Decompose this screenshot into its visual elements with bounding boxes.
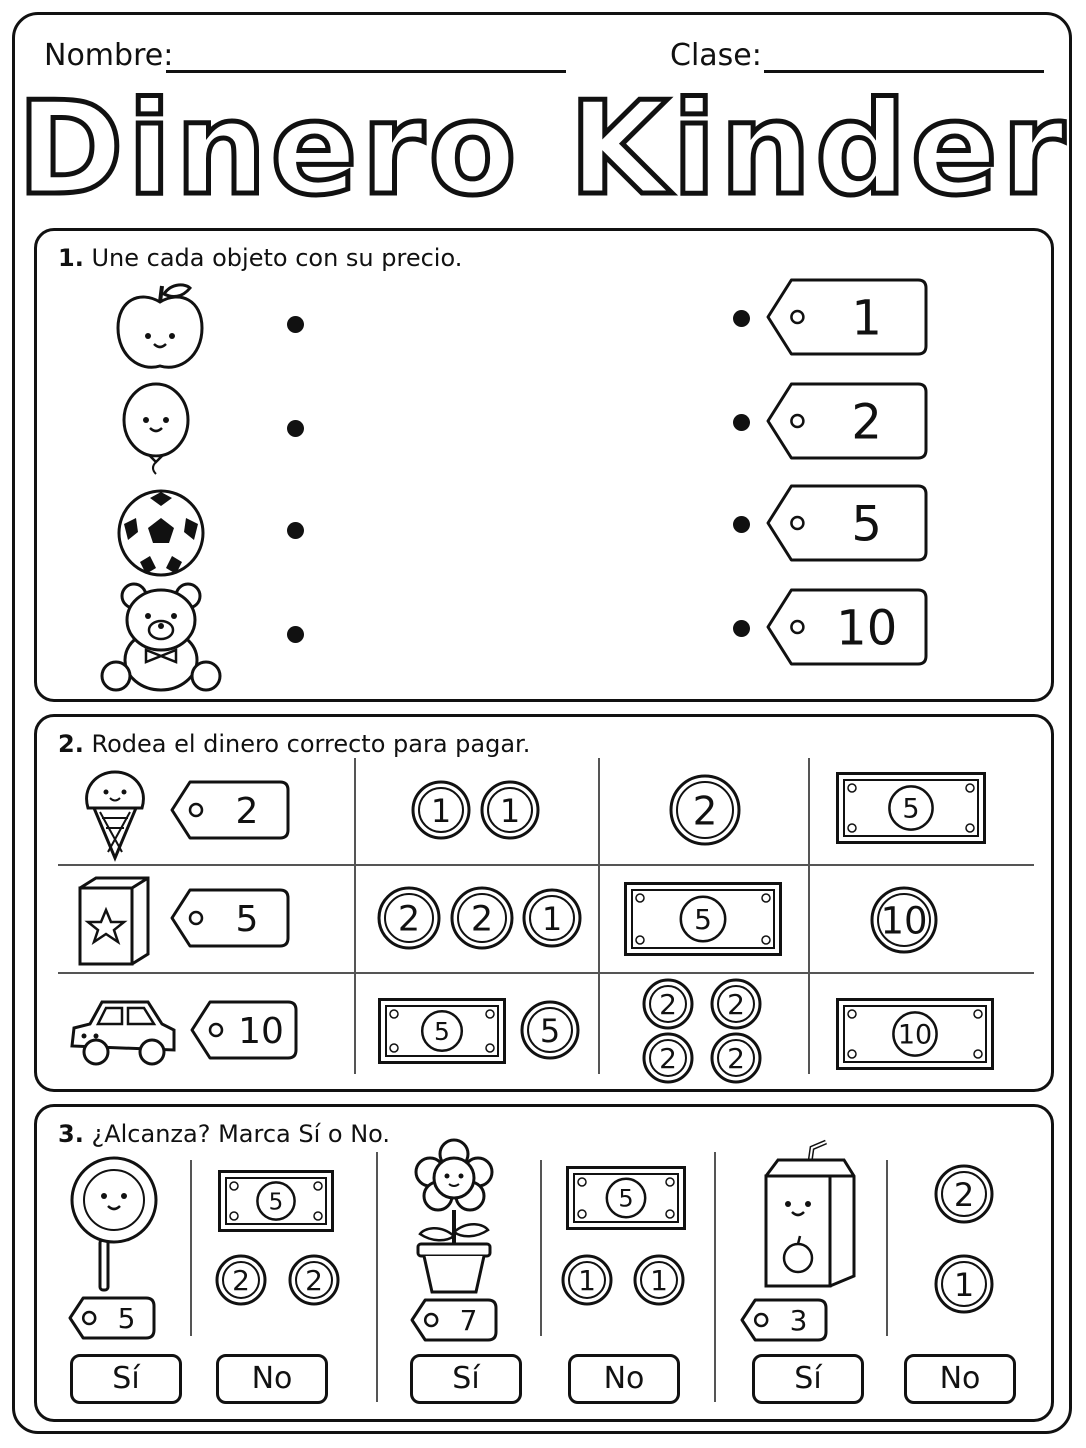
grid-divider — [354, 758, 356, 1074]
grid-divider — [598, 758, 600, 1074]
match-dot[interactable] — [733, 516, 750, 533]
coin[interactable] — [561, 1254, 613, 1306]
price-tag — [68, 1296, 156, 1340]
teddy-bear-icon — [100, 580, 222, 694]
coin[interactable] — [480, 780, 540, 840]
coin-value: 5 — [539, 1011, 561, 1050]
price-tag — [766, 278, 928, 356]
coin-value: 2 — [470, 899, 494, 940]
flower-pot-icon — [410, 1140, 498, 1296]
ice-cream-icon — [82, 768, 148, 860]
coin-value: 2 — [727, 988, 745, 1022]
coin-value: 1 — [578, 1264, 596, 1298]
section-2-instruction: 2. Rodea el dinero correcto para pagar. — [58, 730, 531, 758]
coin[interactable] — [710, 1032, 762, 1084]
coin[interactable] — [215, 1254, 267, 1306]
bill[interactable] — [836, 772, 986, 844]
bill[interactable] — [566, 1166, 686, 1230]
price-value: 1 — [851, 290, 882, 347]
section-3 — [34, 1104, 1054, 1422]
price-tag — [170, 780, 290, 840]
coin-value: 2 — [305, 1264, 323, 1298]
match-dot[interactable] — [287, 522, 304, 539]
coin-value: 1 — [541, 899, 563, 938]
price-tag — [170, 888, 290, 948]
bill[interactable] — [624, 882, 782, 956]
no-button[interactable]: No — [904, 1354, 1016, 1404]
bill-value: 5 — [268, 1189, 284, 1216]
coin[interactable] — [710, 978, 762, 1030]
yes-button[interactable]: Sí — [410, 1354, 522, 1404]
grid-divider — [376, 1152, 378, 1402]
name-line[interactable] — [166, 70, 566, 73]
coin[interactable] — [520, 1000, 580, 1060]
yes-button[interactable]: Sí — [70, 1354, 182, 1404]
coin-value: 2 — [659, 988, 677, 1022]
price-value: 5 — [235, 898, 259, 940]
coin-value: 1 — [953, 1265, 975, 1304]
no-button[interactable]: No — [568, 1354, 680, 1404]
coin-value: 2 — [727, 1042, 745, 1076]
price-value: 7 — [459, 1304, 478, 1338]
grid-divider — [808, 758, 810, 1074]
coin-value: 2 — [232, 1264, 250, 1298]
coin[interactable] — [633, 1254, 685, 1306]
coin[interactable] — [934, 1254, 994, 1314]
bill-value: 5 — [618, 1184, 634, 1213]
no-button[interactable]: No — [216, 1354, 328, 1404]
price-value: 3 — [789, 1304, 808, 1338]
juice-box-icon — [760, 1140, 860, 1290]
coin-value: 1 — [499, 791, 521, 830]
soccer-ball-icon — [116, 488, 206, 578]
coin[interactable] — [642, 978, 694, 1030]
bill-value: 5 — [434, 1016, 450, 1046]
coin[interactable] — [522, 888, 582, 948]
coin-value: 1 — [650, 1264, 668, 1298]
apple-icon — [110, 280, 210, 380]
price-tag — [190, 1000, 298, 1060]
price-value: 10 — [836, 600, 898, 657]
coin[interactable] — [377, 886, 441, 950]
coin-value: 10 — [880, 899, 928, 943]
match-dot[interactable] — [287, 316, 304, 333]
bill[interactable] — [218, 1170, 334, 1232]
bill-value: 10 — [897, 1019, 933, 1051]
lollipop-icon — [70, 1156, 162, 1292]
yes-button[interactable]: Sí — [752, 1354, 864, 1404]
price-value: 2 — [235, 790, 259, 832]
price-value: 2 — [851, 394, 882, 451]
match-dot[interactable] — [733, 310, 750, 327]
section-1-instruction: 1. Une cada objeto con su precio. — [58, 244, 463, 272]
price-value: 5 — [117, 1302, 136, 1336]
book-icon — [76, 876, 152, 966]
grid-divider — [714, 1152, 716, 1402]
class-label: Clase: — [670, 38, 762, 73]
coin[interactable] — [870, 886, 938, 954]
coin[interactable] — [288, 1254, 340, 1306]
bill-value: 5 — [902, 793, 920, 825]
page-title: Dinero Kinder — [17, 75, 1069, 224]
grid-divider — [540, 1160, 542, 1336]
bill-value: 5 — [694, 902, 712, 936]
coin-value: 2 — [692, 789, 718, 835]
coin-value: 2 — [953, 1175, 975, 1214]
price-value: 5 — [851, 496, 882, 553]
class-line[interactable] — [764, 70, 1044, 73]
coin[interactable] — [669, 774, 741, 846]
price-tag — [740, 1298, 828, 1342]
coin-value: 2 — [659, 1042, 677, 1076]
grid-divider — [58, 864, 1034, 866]
grid-divider — [58, 972, 1034, 974]
price-tag — [766, 382, 928, 460]
price-tag — [410, 1298, 498, 1342]
coin[interactable] — [411, 780, 471, 840]
section-3-instruction: 3. ¿Alcanza? Marca Sí o No. — [58, 1120, 391, 1148]
coin[interactable] — [450, 886, 514, 950]
price-value: 10 — [238, 1010, 284, 1052]
coin[interactable] — [934, 1164, 994, 1224]
coin[interactable] — [642, 1032, 694, 1084]
match-dot[interactable] — [733, 620, 750, 637]
price-tag — [766, 484, 928, 562]
grid-divider — [886, 1160, 888, 1336]
coin-value: 2 — [397, 899, 421, 940]
match-dot[interactable] — [733, 414, 750, 431]
name-label: Nombre: — [44, 38, 174, 73]
coin-value: 1 — [430, 791, 452, 830]
bill[interactable] — [836, 998, 994, 1070]
balloon-icon — [120, 384, 200, 474]
grid-divider — [190, 1160, 192, 1336]
toy-car-icon — [66, 990, 178, 1074]
price-tag — [766, 588, 928, 666]
match-dot[interactable] — [287, 626, 304, 643]
bill[interactable] — [378, 998, 506, 1064]
match-dot[interactable] — [287, 420, 304, 437]
